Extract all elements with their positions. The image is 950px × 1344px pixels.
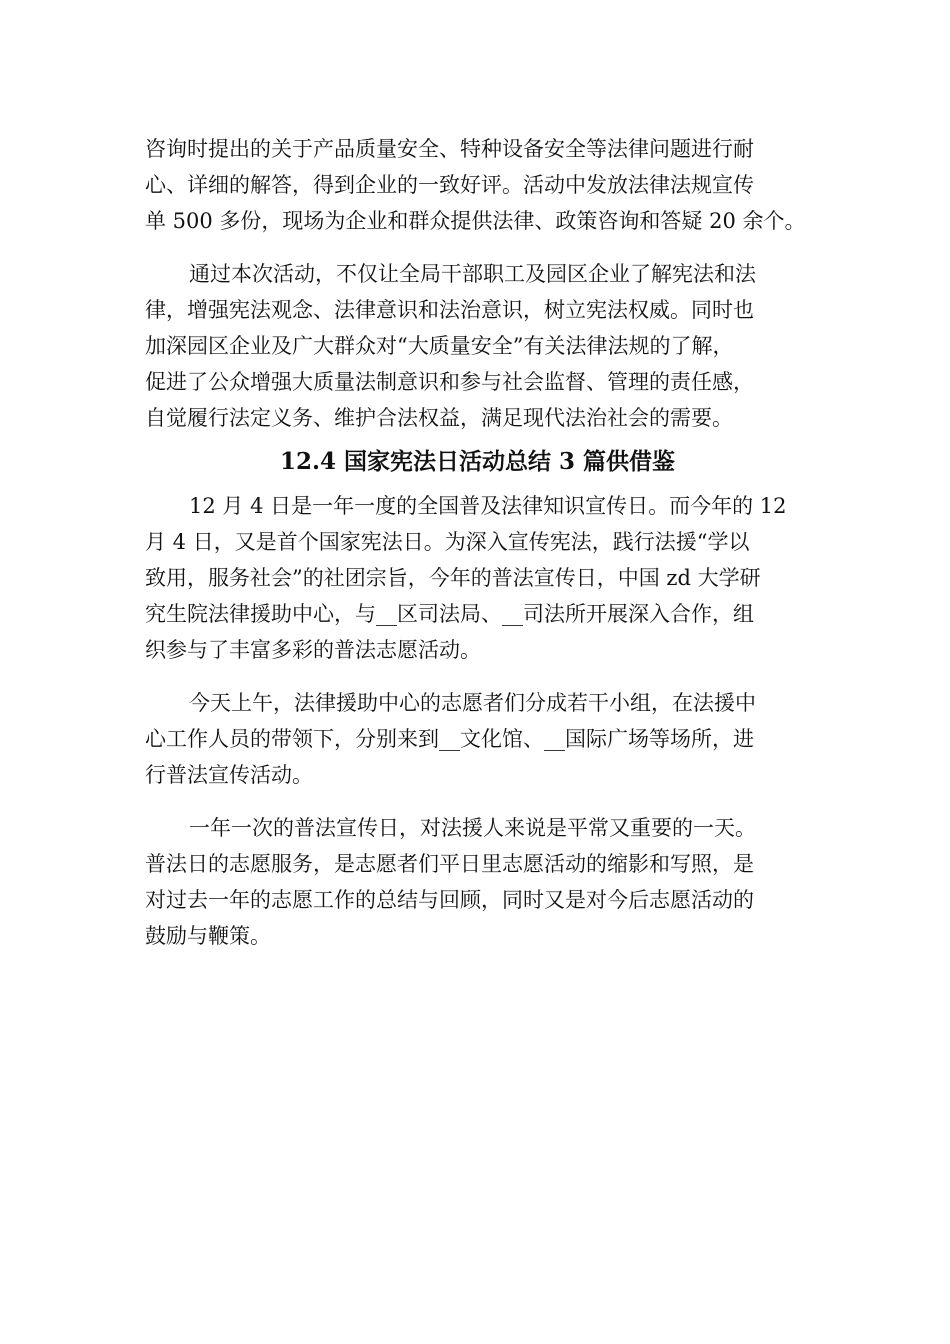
text-line: 行普法宣传活动。 (145, 763, 313, 787)
text-line: 今天上午，法律援助中心的志愿者们分成若干小组，在法援中 (189, 691, 756, 715)
paragraph (145, 685, 810, 793)
text-line: 鼓励与鞭策。 (145, 924, 271, 948)
document-body (145, 131, 810, 954)
paragraph-continuation (145, 131, 810, 239)
paragraph (145, 488, 810, 668)
text-line: 通过本次活动，不仅让全局干部职工及园区企业了解宪法和法 (189, 262, 756, 286)
text-line: 自觉履行法定义务、维护合法权益，满足现代法治社会的需要。 (145, 406, 733, 430)
text-line: 普法日的志愿服务，是志愿者们平日里志愿活动的缩影和写照，是 (145, 852, 754, 876)
text-line: 促进了公众增强大质量法制意识和参与社会监督、管理的责任感， (145, 370, 754, 394)
text-line: 咨询时提出的关于产品质量安全、特种设备安全等法律问题进行耐 (145, 137, 754, 161)
paragraph (145, 256, 810, 436)
text-line: 致用，服务社会”的社团宗旨，今年的普法宣传日，中国 zd 大学研 (145, 566, 761, 590)
text-line: 单 500 多份，现场为企业和群众提供法律、政策咨询和答疑 20 余个。 (145, 209, 806, 233)
text-line: 心、详细的解答，得到企业的一致好评。活动中发放法律法规宣传 (145, 173, 754, 197)
text-line: 月 4 日，又是首个国家宪法日。为深入宣传宪法，践行法援“学以 (145, 530, 750, 554)
text-line: 律，增强宪法观念、法律意识和法治意识，树立宪法权威。同时也 (145, 298, 754, 322)
text-line: 加深园区企业及广大群众对“大质量安全”有关法律法规的了解， (145, 334, 734, 358)
text-line: 心工作人员的带领下，分别来到__文化馆、__国际广场等场所，进 (145, 727, 754, 751)
text-line: 12 月 4 日是一年一度的全国普及法律知识宣传日。而今年的 12 (189, 494, 787, 518)
text-line: 织参与了丰富多彩的普法志愿活动。 (145, 638, 481, 662)
paragraph (145, 810, 810, 954)
text-line: 究生院法律援助中心，与__区司法局、__司法所开展深入合作，组 (145, 602, 754, 626)
section-heading: 12.4 国家宪法日活动总结 3 篇供借鉴 (279, 448, 676, 475)
text-line: 对过去一年的志愿工作的总结与回顾，同时又是对今后志愿活动的 (145, 888, 754, 912)
text-line: 一年一次的普法宣传日，对法援人来说是平常又重要的一天。 (189, 816, 756, 840)
